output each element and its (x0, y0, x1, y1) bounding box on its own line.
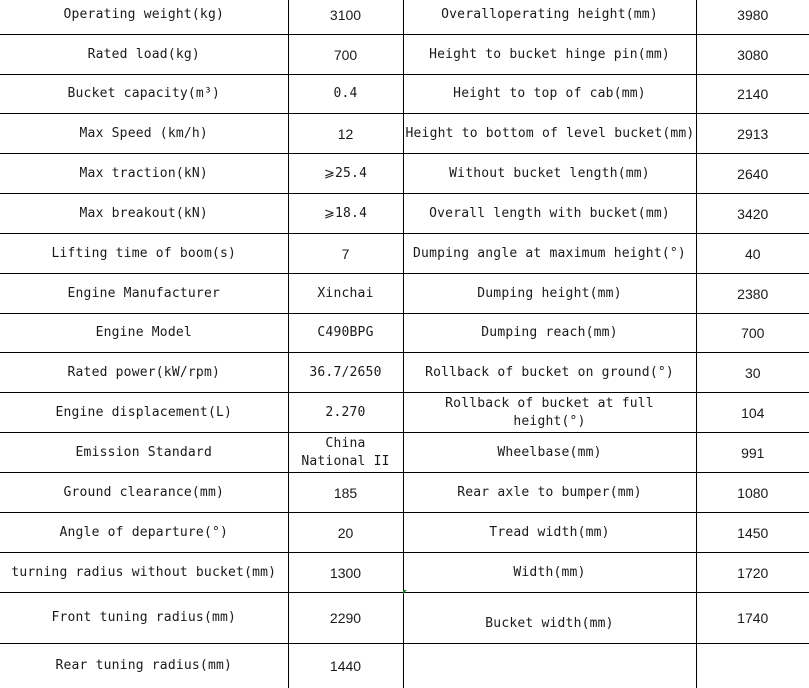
spec-label: Rollback of bucket on ground(°) (403, 353, 696, 393)
spec-value: 2913 (696, 114, 809, 154)
spec-label: Engine displacement(L) (0, 393, 288, 433)
spec-value: C490BPG (288, 314, 403, 353)
spec-label: Max traction(kN) (0, 154, 288, 194)
spec-value: 1440 (288, 644, 403, 688)
table-row (0, 35, 809, 75)
spec-value: 700 (696, 314, 809, 353)
spec-label: Bucket width(mm) (403, 593, 696, 644)
cell-comment-marker (403, 590, 407, 594)
table-row (0, 593, 809, 644)
table-row (0, 513, 809, 553)
table-row (0, 433, 809, 473)
spec-label: Rear tuning radius(mm) (0, 644, 288, 688)
spec-value: 2.270 (288, 393, 403, 433)
spec-label: Overall length with bucket(mm) (403, 194, 696, 234)
spec-label: Wheelbase(mm) (403, 433, 696, 473)
spec-label: Without bucket length(mm) (403, 154, 696, 194)
spec-label: Tread width(mm) (403, 513, 696, 553)
spec-value: ⩾18.4 (288, 194, 403, 234)
spec-value: 12 (288, 114, 403, 154)
spec-value: 1740 (696, 593, 809, 644)
spec-label: Front tuning radius(mm) (0, 593, 288, 644)
spec-label (403, 644, 696, 688)
spec-value: 36.7/2650 (288, 353, 403, 393)
table-row (0, 644, 809, 688)
spec-label: Lifting time of boom(s) (0, 234, 288, 274)
spec-value: 3980 (696, 0, 809, 35)
spec-label: Max Speed (km/h) (0, 114, 288, 154)
table-row (0, 154, 809, 194)
spec-value: 2380 (696, 274, 809, 314)
spec-value: 40 (696, 234, 809, 274)
spec-value: 1300 (288, 553, 403, 593)
table-row (0, 114, 809, 154)
table-row (0, 353, 809, 393)
spec-value: 2640 (696, 154, 809, 194)
spec-value: 7 (288, 234, 403, 274)
table-row (0, 75, 809, 114)
spec-value: ⩾25.4 (288, 154, 403, 194)
spec-value: 2290 (288, 593, 403, 644)
spec-value: 2140 (696, 75, 809, 114)
table-row (0, 274, 809, 314)
spec-value: 185 (288, 473, 403, 513)
spec-label: Overalloperating height(mm) (403, 0, 696, 35)
spec-label: Max breakout(kN) (0, 194, 288, 234)
spec-label: Operating weight(kg) (0, 0, 288, 35)
spec-label: Ground clearance(mm) (0, 473, 288, 513)
spec-value: 1720 (696, 553, 809, 593)
spec-value: 3420 (696, 194, 809, 234)
table-row (0, 473, 809, 513)
spec-value: 3080 (696, 35, 809, 75)
table-row (0, 234, 809, 274)
spec-label: Height to bottom of level bucket(mm) (403, 114, 696, 154)
spec-value: 30 (696, 353, 809, 393)
spec-value: 104 (696, 393, 809, 433)
table-row (0, 0, 809, 35)
table-row (0, 194, 809, 234)
table-row (0, 553, 809, 593)
spec-label: Dumping angle at maximum height(°) (403, 234, 696, 274)
spec-label: turning radius without bucket(mm) (0, 553, 288, 593)
spec-label: Rollback of bucket at full height(°) (403, 393, 696, 433)
spec-label: Angle of departure(°) (0, 513, 288, 553)
spec-label: Width(mm) (403, 553, 696, 593)
spec-label: Dumping reach(mm) (403, 314, 696, 353)
spec-value: 20 (288, 513, 403, 553)
spec-value: China National II (288, 433, 403, 473)
spec-label: Rated power(kW/rpm) (0, 353, 288, 393)
spec-value: Xinchai (288, 274, 403, 314)
spec-label: Engine Model (0, 314, 288, 353)
spec-label: Engine Manufacturer (0, 274, 288, 314)
spec-value: 0.4 (288, 75, 403, 114)
spec-label: Emission Standard (0, 433, 288, 473)
spec-value: 1450 (696, 513, 809, 553)
spec-value: 1080 (696, 473, 809, 513)
spec-label: Rear axle to bumper(mm) (403, 473, 696, 513)
table-row (0, 393, 809, 433)
spec-value: 3100 (288, 0, 403, 35)
spec-label: Bucket capacity(m³) (0, 75, 288, 114)
spec-value (696, 644, 809, 688)
spec-label: Height to top of cab(mm) (403, 75, 696, 114)
spec-value: 700 (288, 35, 403, 75)
spec-label: Rated load(kg) (0, 35, 288, 75)
table-row (0, 314, 809, 353)
spec-label: Height to bucket hinge pin(mm) (403, 35, 696, 75)
spec-label: Dumping height(mm) (403, 274, 696, 314)
spec-value: 991 (696, 433, 809, 473)
